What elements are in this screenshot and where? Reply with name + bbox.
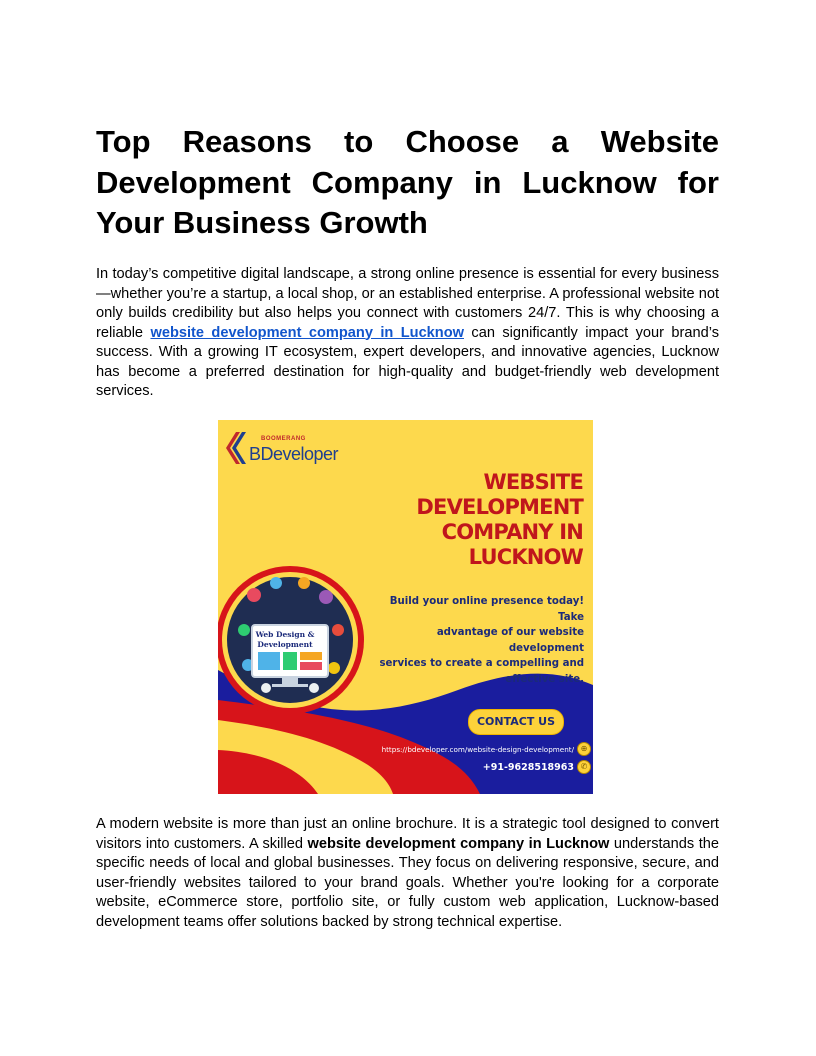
- tagline-line: advantage of our website development: [436, 627, 584, 654]
- contact-us-button: CONTACT US: [468, 709, 564, 735]
- headline-line: COMPANY IN: [441, 520, 583, 544]
- headline-line: WEBSITE: [483, 470, 583, 494]
- phone-icon: ✆: [577, 760, 591, 774]
- tagline-line: services to create a compelling and: [379, 658, 584, 669]
- body-bold-phrase: website development company in Lucknow: [307, 835, 610, 852]
- banner-tagline: [369, 594, 584, 687]
- monitor-label: [250, 630, 320, 650]
- phone-number: +91-9628518963: [482, 761, 574, 773]
- tagline-line: Build your online presence today! Take: [389, 596, 584, 623]
- promo-banner-image: [218, 420, 593, 794]
- monitor-label-line: Development: [257, 640, 313, 649]
- tagline-line: effective site.: [505, 673, 584, 685]
- body-text-before: A modern website is more than just an online brochure. It is a strategic tool designed to convert visitors into customers. A skilled: [96, 816, 719, 852]
- banner-headline: [373, 470, 583, 570]
- logo-tagline: BOOMERANG: [261, 436, 306, 442]
- website-url-row: [382, 742, 591, 756]
- headline-line: DEVELOPMENT: [416, 495, 583, 519]
- intro-text-before: In today’s competitive digital landscape, a strong online presence is essential for every business—whether you’re a startup, a local shop, or an established enterprise. A professional website not only builds credibility but also helps you connect with customers 24/7. This is why choosing a reliable: [96, 266, 719, 341]
- intro-text-after: can significantly impact your brand’s success. With a growing IT ecosystem, expert developers, and innovative agencies, Lucknow has become a preferred destination for high-quality and budget-friendly web development services.: [96, 324, 720, 399]
- logo-wordmark: BDeveloper: [249, 444, 339, 464]
- phone-row: [483, 760, 591, 774]
- monitor-label-line: Web Design &: [255, 630, 315, 639]
- headline-line: LUCKNOW: [468, 545, 583, 569]
- bdeveloper-logo: [228, 430, 348, 470]
- document-title: Top Reasons to Choose a Website Development Company in Lucknow for Your Business Growth: [96, 124, 719, 240]
- body-paragraph: [96, 815, 719, 932]
- intro-paragraph: [96, 265, 719, 402]
- globe-icon: ⊕: [577, 742, 591, 756]
- website-development-link[interactable]: website development company in Lucknow: [150, 324, 464, 341]
- body-text-after: understands the specific needs of local and global businesses. They focus on delivering responsive, secure, and user-friendly websites tailored to your brand goals. Whether you're looking for a corporate website, eCommerce store, portfolio site, or fully custom web application, Lucknow-based development teams offer solutions backed by strong technical expertise.: [96, 835, 719, 930]
- website-url: https://bdeveloper.com/website-design-development/: [381, 744, 574, 754]
